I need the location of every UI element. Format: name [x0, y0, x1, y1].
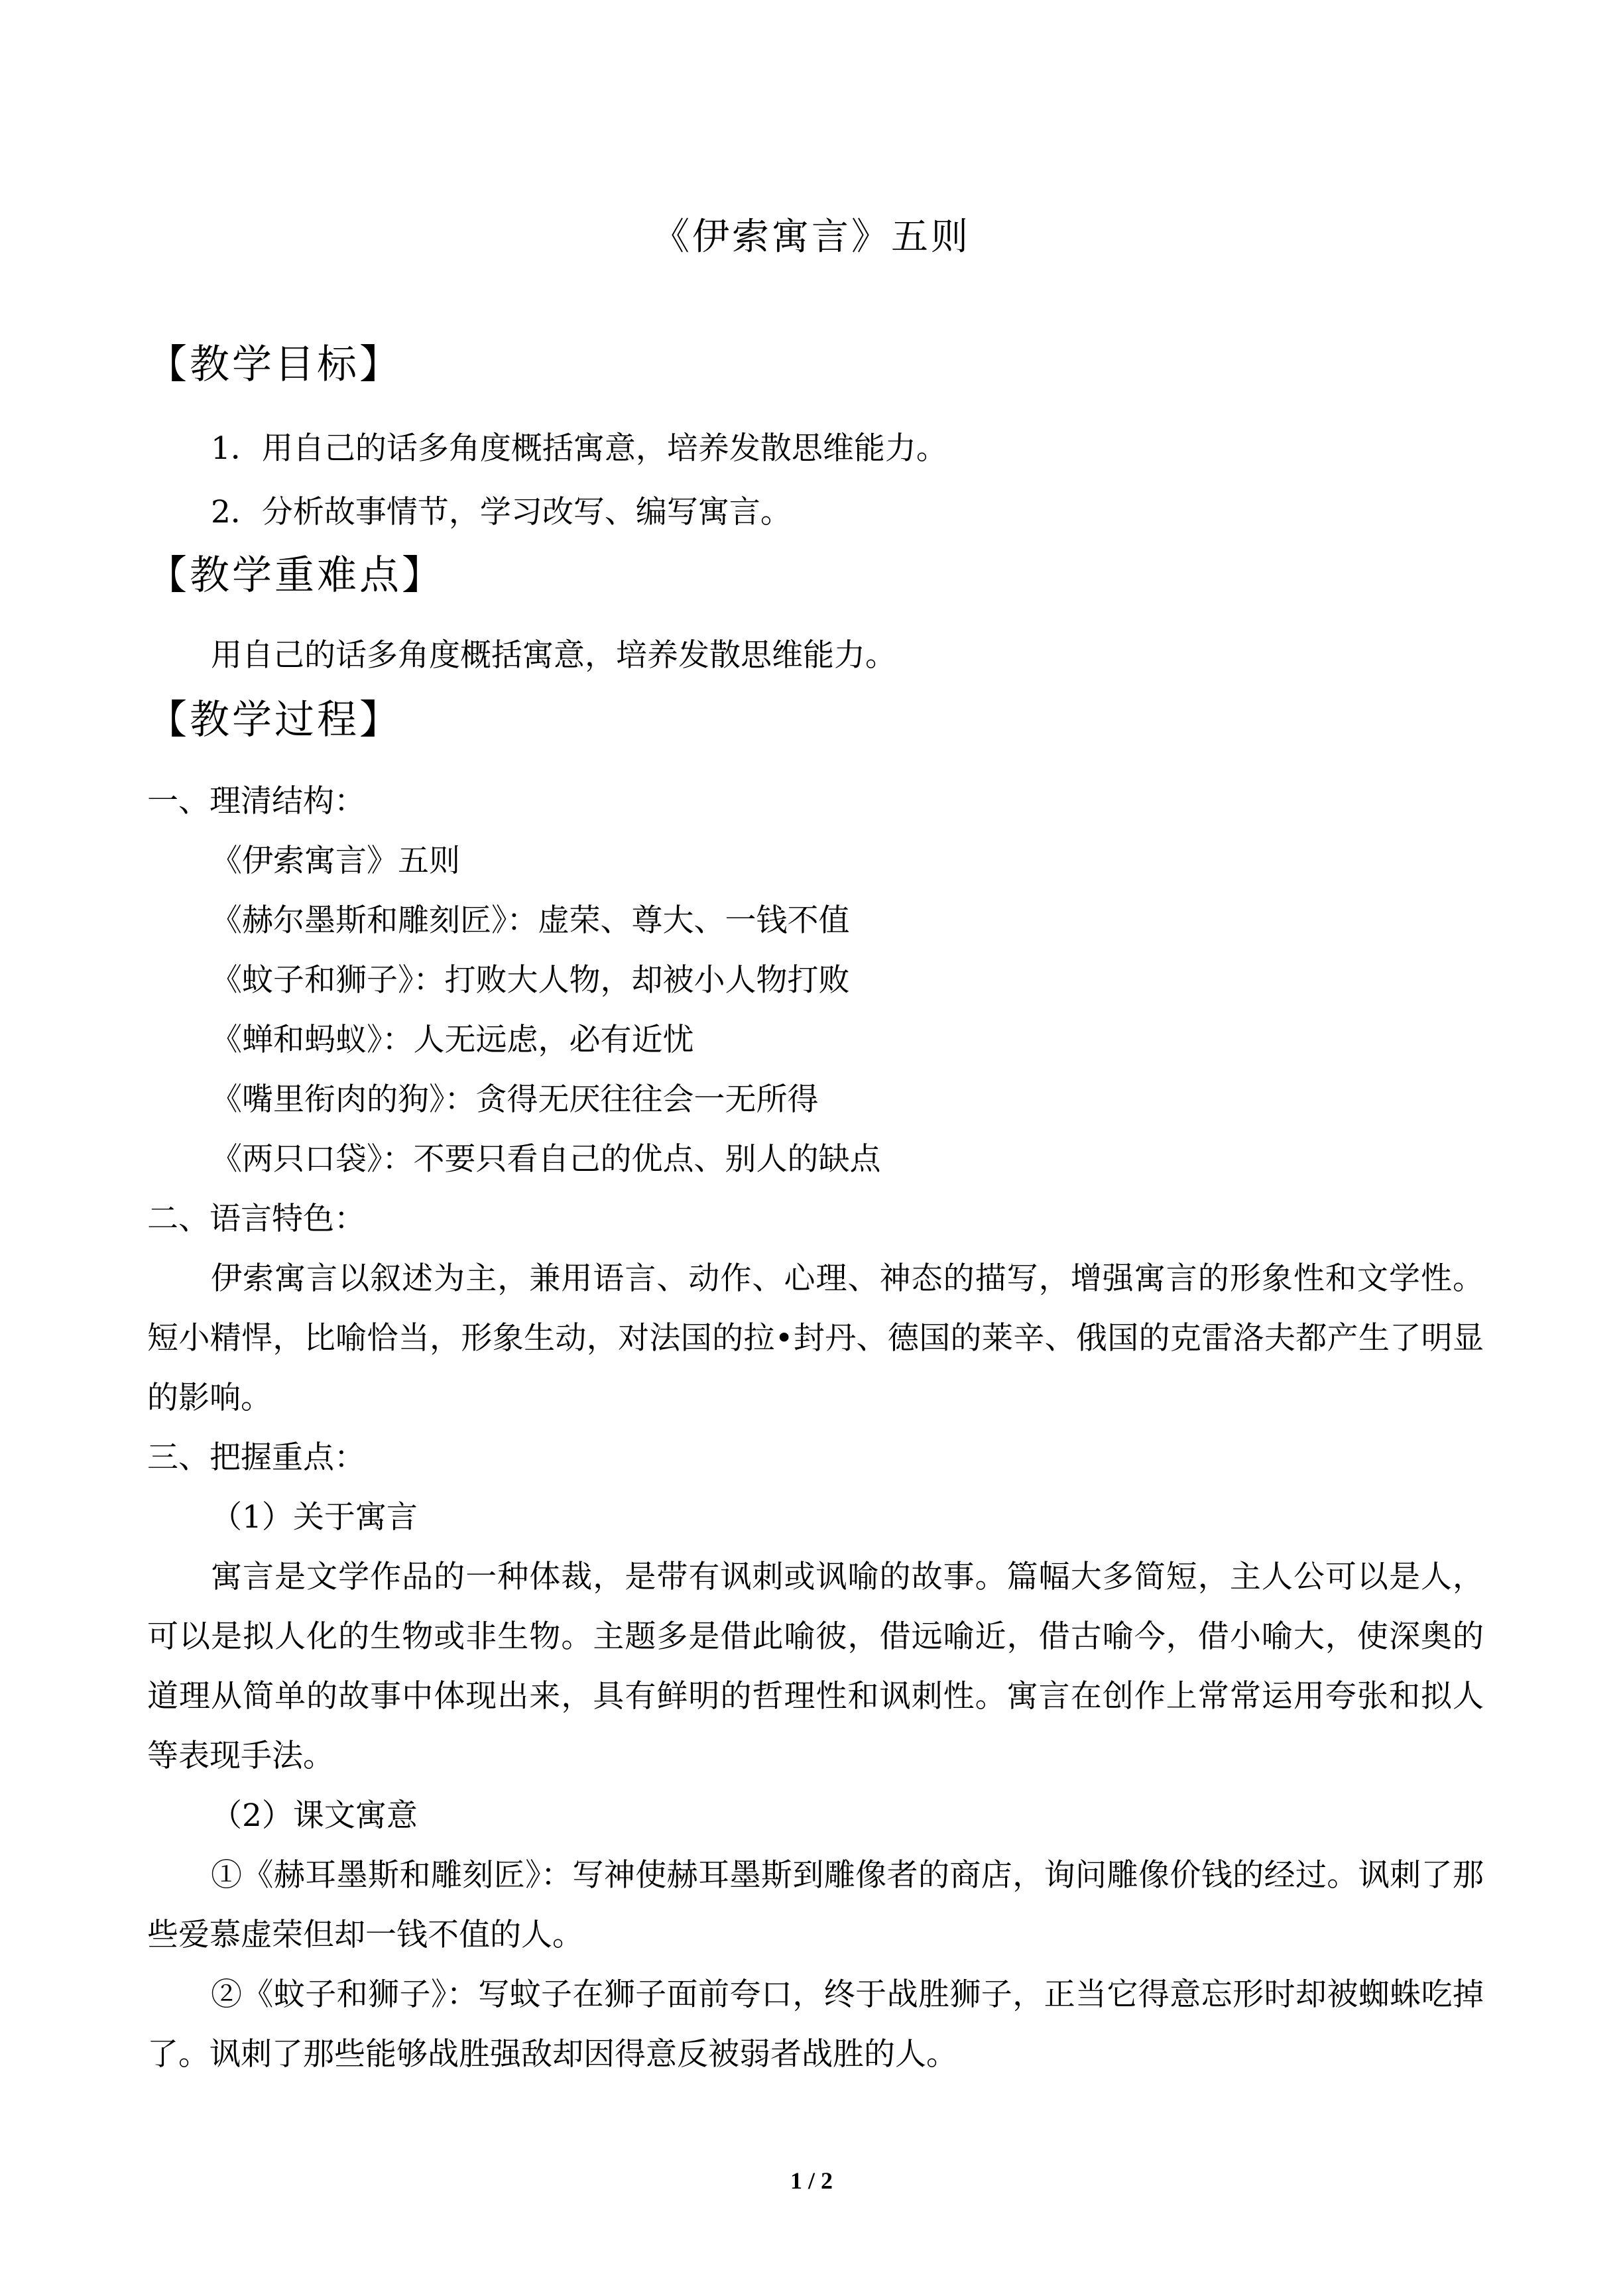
page-number: 1 / 2	[790, 2167, 833, 2194]
structure-line-3: 《蚊子和狮子》：打败大人物，却被小人物打败	[211, 962, 850, 998]
section-heading-goals: 【教学目标】	[147, 341, 402, 388]
sub-heading-about-fables: （1）关于寓言	[211, 1499, 418, 1536]
goal-item-2: 2．分析故事情节，学习改写、编写寓言。	[211, 494, 792, 530]
structure-line-5: 《嘴里衔肉的狗》：贪得无厌往往会一无所得	[211, 1081, 819, 1118]
part3-heading: 三、把握重点：	[147, 1439, 365, 1476]
goal-item-1: 1．用自己的话多角度概括寓意，培养发散思维能力。	[211, 430, 947, 467]
moral-item-2: ②《蚊子和狮子》：写蚊子在狮子面前夸口，终于战胜狮子，正当它得意忘形时却被蜘蛛吃掉了。讽刺了那些能够战胜强敌却因得意反被弱者战胜的人。	[147, 1976, 1484, 2073]
part1-heading: 一、理清结构：	[147, 783, 365, 819]
structure-line-1: 《伊索寓言》五则	[211, 843, 460, 879]
document-title: 《伊索寓言》五则	[652, 215, 971, 259]
language-features-paragraph: 伊索寓言以叙述为主，兼用语言、动作、心理、神态的描写，增强寓言的形象性和文学性。短小精悍，比喻恰当，形象生动，对法国的拉•封丹、德国的莱辛、俄国的克雷洛夫都产生了明显的影响。	[147, 1260, 1484, 1416]
moral-item-1: ①《赫耳墨斯和雕刻匠》：写神使赫耳墨斯到雕像者的商店，询问雕像价钱的经过。讽刺了那些爱慕虚荣但却一钱不值的人。	[147, 1857, 1484, 1953]
part2-heading: 二、语言特色：	[147, 1201, 365, 1237]
key-points-text: 用自己的话多角度概括寓意，培养发散思维能力。	[211, 637, 896, 674]
section-heading-process: 【教学过程】	[147, 697, 402, 743]
about-fables-paragraph: 寓言是文学作品的一种体裁，是带有讽刺或讽喻的故事。篇幅大多简短，主人公可以是人，可以是拟人化的生物或非生物。主题多是借此喻彼，借远喻近，借古喻今，借小喻大，使深奥的道理从简单的故事中体现出来，具有鲜明的哲理性和讽刺性。寓言在创作上常常运用夸张和拟人等表现手法。	[147, 1559, 1484, 1774]
structure-line-2: 《赫尔墨斯和雕刻匠》：虚荣、尊大、一钱不值	[211, 902, 850, 939]
structure-line-4: 《蝉和蚂蚁》：人无远虑，必有近忧	[211, 1022, 694, 1058]
section-heading-key-points: 【教学重难点】	[147, 552, 444, 599]
sub-heading-lesson-morals: （2）课文寓意	[211, 1797, 418, 1834]
structure-line-6: 《两只口袋》：不要只看自己的优点、别人的缺点	[211, 1141, 881, 1178]
